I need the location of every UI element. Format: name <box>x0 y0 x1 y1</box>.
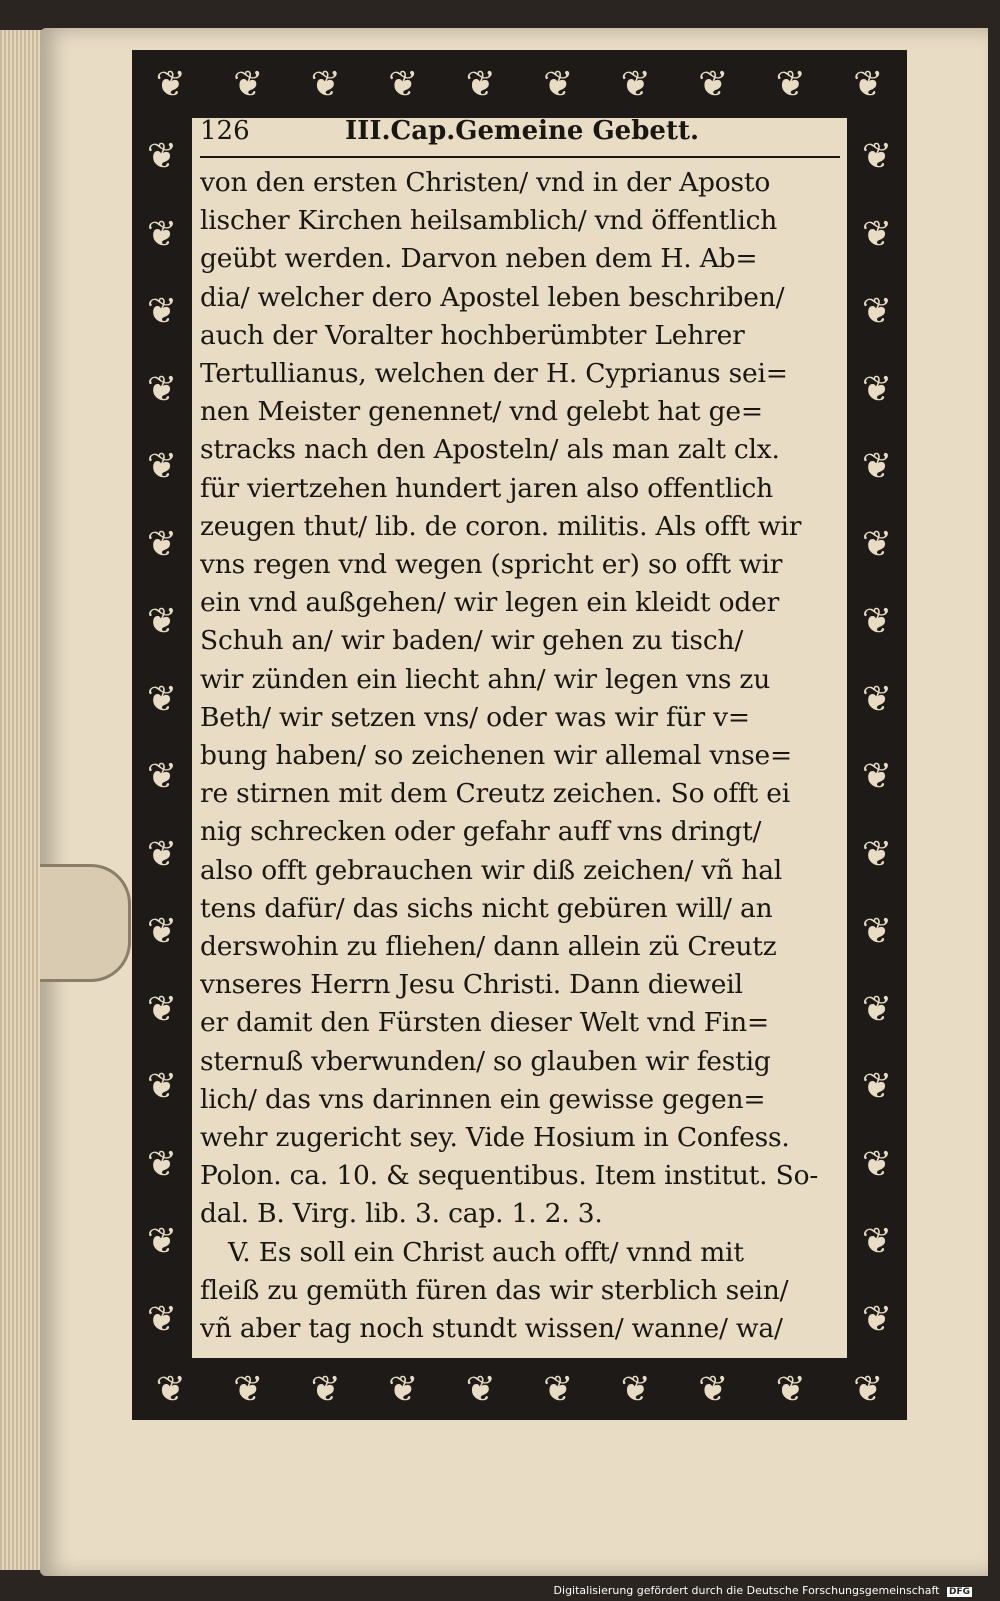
text-line: Beth/ wir setzen vns/ oder was wir für v= <box>200 701 750 733</box>
text-line: lich/ das vns darinnen ein gewisse gegen= <box>200 1083 766 1115</box>
ornament-icon: ❦ <box>146 601 178 643</box>
ornament-icon: ❦ <box>543 63 574 105</box>
ornament-icon: ❦ <box>861 446 893 488</box>
credit-text: Digitalisierung gefördert durch die Deutsche Forschungsgemeinschaft <box>553 1584 940 1597</box>
ornament-icon: ❦ <box>310 1368 341 1410</box>
ornament-icon: ❦ <box>146 136 178 178</box>
text-line: vñ aber tag noch stundt wissen/ wanne/ wa/ <box>200 1313 783 1345</box>
text-line: Tertullianus, welchen der H. Cyprianus sei= <box>200 358 788 390</box>
ornamental-border-top <box>132 50 907 118</box>
ornament-icon: ❦ <box>698 63 729 105</box>
ornament-icon: ❦ <box>853 1368 884 1410</box>
text-line: vns regen vnd wegen (spricht er) so offt wir <box>200 549 783 581</box>
ornament-icon: ❦ <box>146 1298 178 1340</box>
ornament-icon: ❦ <box>698 1368 729 1410</box>
text-line: sternuß vberwunden/ so glauben wir festig <box>200 1045 771 1077</box>
ornament-icon: ❦ <box>775 1368 806 1410</box>
text-line: lischer Kirchen heilsamblich/ vnd öffentlich <box>200 205 778 237</box>
page-tab-marker <box>40 864 131 982</box>
ornament-icon: ❦ <box>146 291 178 333</box>
ornament-icon: ❦ <box>146 911 178 953</box>
text-line: re stirnen mit dem Creutz zeichen. So offt ei <box>200 778 790 810</box>
ornament-icon: ❦ <box>465 1368 496 1410</box>
body-text <box>200 164 840 1348</box>
ornament-icon: ❦ <box>146 756 178 798</box>
ornament-icon: ❦ <box>861 911 893 953</box>
ornament-icon: ❦ <box>853 63 884 105</box>
ornament-icon: ❦ <box>861 136 893 178</box>
text-line: bung haben/ so zeichenen wir allemal vnse= <box>200 740 792 772</box>
text-line: fleiß zu gemüth füren das wir sterblich sein/ <box>200 1274 789 1306</box>
ornament-icon: ❦ <box>146 368 178 410</box>
text-line: V. Es soll ein Christ auch offt/ vnnd mit <box>228 1236 744 1268</box>
ornament-icon: ❦ <box>620 63 651 105</box>
text-line: derswohin zu fliehen/ dann allein zü Creutz <box>200 931 777 963</box>
digitization-credit <box>554 1584 972 1597</box>
ornament-icon: ❦ <box>620 1368 651 1410</box>
ornamental-border-left <box>132 118 192 1358</box>
text-line: für viertzehen hundert jaren also offentlich <box>200 472 774 504</box>
ornament-icon: ❦ <box>861 678 893 720</box>
ornament-icon: ❦ <box>146 523 178 565</box>
text-line: tens dafür/ das sichs nicht gebüren will/ an <box>200 892 773 924</box>
ornament-icon: ❦ <box>233 1368 264 1410</box>
ornament-icon: ❦ <box>861 1221 893 1263</box>
ornament-icon: ❦ <box>861 833 893 875</box>
text-line: Polon. ca. 10. & sequentibus. Item institut. So- <box>200 1160 819 1192</box>
ornament-icon: ❦ <box>146 1143 178 1185</box>
text-line: wehr zugericht sey. Vide Hosium in Confess. <box>200 1122 790 1154</box>
ornament-icon: ❦ <box>146 833 178 875</box>
ornament-icon: ❦ <box>861 1066 893 1108</box>
ornament-icon: ❦ <box>388 63 419 105</box>
text-line: also offt gebrauchen wir diß zeichen/ vñ hal <box>200 854 783 886</box>
text-line: nig schrecken oder gefahr auff vns dringt/ <box>200 816 762 848</box>
page-number: 126 <box>200 116 250 146</box>
ornament-icon: ❦ <box>861 1143 893 1185</box>
ornamental-border-right <box>847 118 907 1358</box>
ornament-icon: ❦ <box>861 213 893 255</box>
ornament-icon: ❦ <box>861 756 893 798</box>
text-line: wir zünden ein liecht ahn/ wir legen vns zu <box>200 663 771 695</box>
ornament-icon: ❦ <box>146 213 178 255</box>
ornament-icon: ❦ <box>146 1066 178 1108</box>
text-line: geübt werden. Darvon neben dem H. Ab= <box>200 243 758 275</box>
text-line: von den ersten Christen/ vnd in der Aposto <box>200 167 771 198</box>
ornament-icon: ❦ <box>388 1368 419 1410</box>
ornament-icon: ❦ <box>155 1368 186 1410</box>
text-line: er damit den Fürsten dieser Welt vnd Fin= <box>200 1007 770 1039</box>
ornament-icon: ❦ <box>146 1221 178 1263</box>
ornament-icon: ❦ <box>146 988 178 1030</box>
text-line: dal. B. Virg. lib. 3. cap. 1. 2. 3. <box>200 1198 603 1230</box>
ornament-icon: ❦ <box>861 601 893 643</box>
ornament-icon: ❦ <box>861 523 893 565</box>
text-line: vnseres Herrn Jesu Christi. Dann dieweil <box>200 969 743 1001</box>
ornament-icon: ❦ <box>543 1368 574 1410</box>
ornamental-border-bottom <box>132 1358 907 1420</box>
ornament-icon: ❦ <box>146 678 178 720</box>
page-text-block <box>200 116 840 1356</box>
page-header <box>200 116 840 158</box>
ornament-icon: ❦ <box>310 63 341 105</box>
text-line: nen Meister genennet/ vnd gelebt hat ge= <box>200 396 763 428</box>
text-line: Schuh an/ wir baden/ wir gehen zu tisch/ <box>200 625 744 657</box>
ornament-icon: ❦ <box>233 63 264 105</box>
ornament-icon: ❦ <box>861 1298 893 1340</box>
ornament-icon: ❦ <box>861 291 893 333</box>
ornament-icon: ❦ <box>465 63 496 105</box>
ornament-icon: ❦ <box>861 988 893 1030</box>
ornament-icon: ❦ <box>146 446 178 488</box>
ornament-icon: ❦ <box>155 63 186 105</box>
running-head: III.Cap.Gemeine Gebett. <box>345 116 700 146</box>
text-line: ein vnd außgehen/ wir legen ein kleidt oder <box>200 587 780 619</box>
ornament-icon: ❦ <box>775 63 806 105</box>
dfg-logo: DFG <box>948 1587 970 1597</box>
text-line: zeugen thut/ lib. de coron. militis. Als offt wir <box>200 510 802 542</box>
text-line: auch der Voralter hochberümbter Lehrer <box>200 319 745 351</box>
ornament-icon: ❦ <box>861 368 893 410</box>
text-line: stracks nach den Aposteln/ als man zalt clx. <box>200 434 780 466</box>
text-line: dia/ welcher dero Apostel leben beschriben/ <box>200 281 785 313</box>
